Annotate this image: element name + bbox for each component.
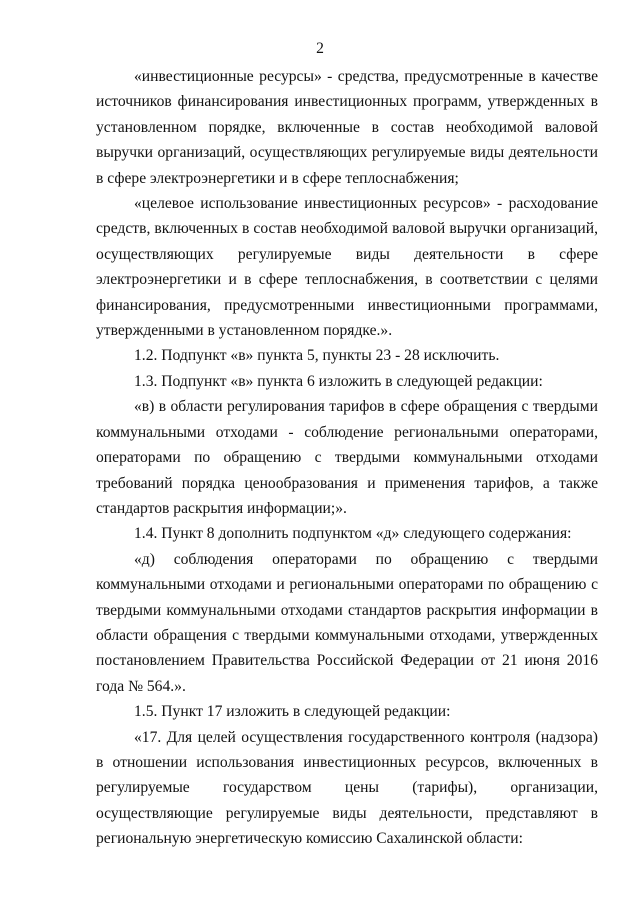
paragraph-1-3: 1.3. Подпункт «в» пункта 6 изложить в следующей редакции:: [134, 372, 543, 390]
paragraph-clause-17: «17. Для целей осуществления государственного контроля (надзора) в отношении использования инвестиционных ресурсов, включенных в регулируемые государством цены (тарифы), организации, осуществляющие регулируемые виды деятельности, представляют в региональную энергетическую комиссию Сахалинской области:: [96, 728, 598, 848]
paragraph-1-4: 1.4. Пункт 8 дополнить подпунктом «д» следующего содержания:: [134, 525, 572, 543]
paragraph-definition-investment-resources: «инвестиционные ресурсы» - средства, предусмотренные в качестве источников финансирования инвестиционных программ, утвержденных в установленном порядке, включенные в состав необходимой валовой выручки организаций, осуществляющих регулируемые виды деятельности в сфере электроэнергетики и в сфере теплоснабжения;: [96, 68, 598, 187]
paragraph-definition-targeted-use: «целевое использование инвестиционных ресурсов» - расходование средств, включенных в состав необходимой валовой выручки организаций, осуществляющих регулируемые виды деятельности в сфере электроэнергетики и в сфере теплоснабжения, в соответствии с целями финансирования, предусмотренными инвестиционными программами, утвержденными в установленном порядке.».: [96, 195, 598, 340]
paragraph-subclause-v: «в) в области регулирования тарифов в сфере обращения с твердыми коммунальными отходами - соблюдение региональными операторами, операторами по обращению с твердыми коммунальными отходами требований порядка ценообразования и применения тарифов, а также стандартов раскрытия информации;».: [96, 398, 598, 517]
page-number: 2: [316, 40, 324, 57]
paragraph-subclause-d: «д) соблюдения операторами по обращению с твердыми коммунальными отходами и региональными операторами по обращению с твердыми коммунальными отходами стандартов раскрытия информации в области обращения с твердыми коммунальными отходами, утвержденных постановлением Правительства Российской Федерации от 21 июня 2016 года № 564.».: [96, 550, 598, 695]
paragraph-1-5: 1.5. Пункт 17 изложить в следующей редакции:: [134, 703, 451, 721]
document-body: [96, 64, 598, 852]
paragraph-1-2: 1.2. Подпункт «в» пункта 5, пункты 23 - 28 исключить.: [134, 347, 500, 365]
